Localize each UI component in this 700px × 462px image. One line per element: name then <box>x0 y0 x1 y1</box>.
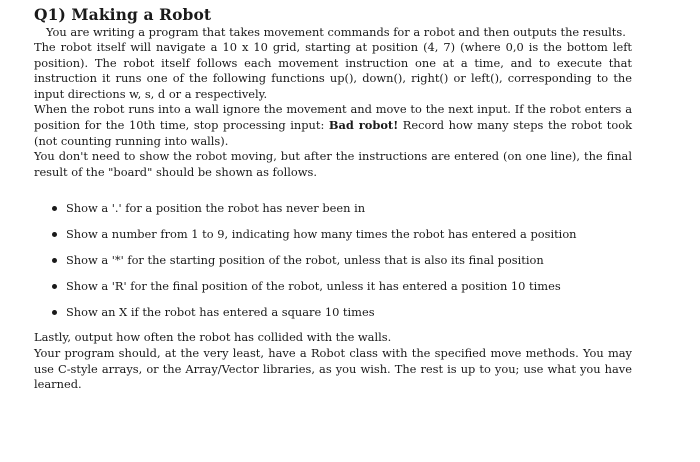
list-item <box>52 279 632 294</box>
bullet-icon <box>52 206 57 211</box>
list-item-text: Show a '*' for the starting position of the robot, unless that is also its final position <box>66 252 544 267</box>
bad-robot-emphasis: Bad robot! <box>328 117 399 132</box>
list-item <box>52 227 632 242</box>
wall-rule-paragraph <box>34 102 632 149</box>
bullet-icon <box>52 232 57 237</box>
list-item-text: Show a number from 1 to 9, indicating how many times the robot has entered a position <box>66 227 577 242</box>
list-item-text: Show a '.' for a position the robot has never been in <box>66 201 366 216</box>
bullet-icon <box>52 310 57 315</box>
list-item-text: Show an X if the robot has entered a square 10 times <box>66 304 375 319</box>
wall-rule-text: When the robot runs into a wall ignore the movement and move to the next input. If the robot enters a position for the 10th time, stop processing input: <box>34 102 632 132</box>
list-item <box>52 305 632 320</box>
requirements-paragraph: Your program should, at the very least, have a Robot class with the specified move methods. You may use C-style arrays, or the Array/Vector libraries, as you wish. The rest is up to you; use what you have learned. <box>34 345 632 392</box>
board-symbol-list <box>34 201 632 319</box>
wall-rule-text-end: Record how many steps the robot took (not counting running into walls). <box>34 117 632 148</box>
collision-paragraph: Lastly, output how often the robot has collided with the walls. <box>34 330 392 345</box>
bullet-icon <box>52 284 57 289</box>
bullet-icon <box>52 258 57 263</box>
list-item <box>52 253 632 268</box>
question-title: Q1) Making a Robot <box>34 5 212 24</box>
intro-text: You are writing a program that takes movement commands for a robot and then outputs the results. <box>46 25 626 39</box>
list-item-text: Show a 'R' for the final position of the robot, unless it has entered a position 10 times <box>66 278 561 293</box>
list-item <box>52 201 632 216</box>
board-output-paragraph: You don't need to show the robot moving, but after the instructions are entered (on one line), the final result of the "board" should be shown as follows. <box>34 149 632 179</box>
grid-description-paragraph: The robot itself will navigate a 10 x 10 grid, starting at position (4, 7) (where 0,0 is the bottom left position). The robot itself follows each movement instruction one at a time, and to execute that instruction it runs one of the following functions up(), down(), right() or left(), corresponding to the input directions w, s, d or a respectively. <box>34 40 632 101</box>
